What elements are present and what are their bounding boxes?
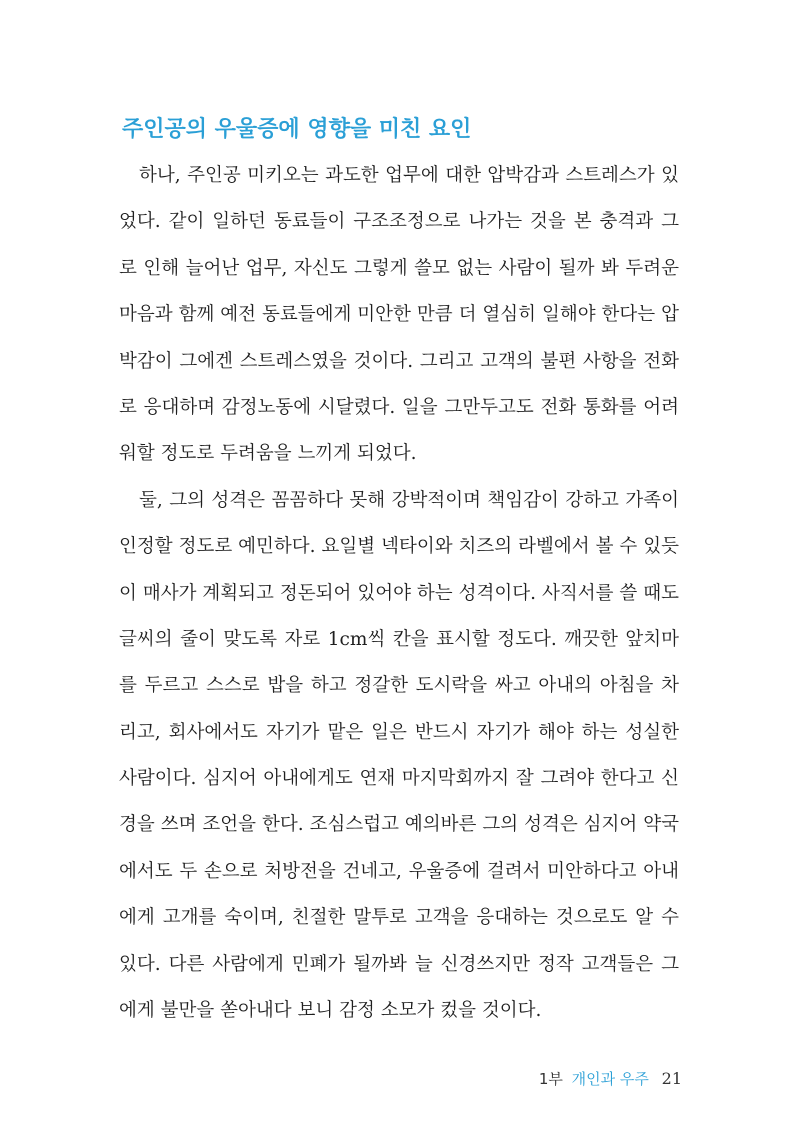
body-line: 둘, 그의 성격은 꼼꼼하다 못해 강박적이며 책임감이 강하고 가족이 [139, 489, 679, 511]
body-line: 에게 불만을 쏟아내다 보니 감정 소모가 컸을 것이다. [119, 1000, 542, 1022]
footer-part-label: 1부 [538, 1070, 563, 1088]
body-line: 워할 정도로 두려움을 느끼게 되었다. [119, 443, 417, 465]
body-line: 있다. 다른 사람에게 민폐가 될까봐 늘 신경쓰지만 정작 고객들은 그 [119, 953, 679, 975]
page-footer [539, 1068, 682, 1089]
body-line: 리고, 회사에서도 자기가 맡은 일은 반드시 자기가 해야 하는 성실한 [119, 721, 679, 743]
body-line: 사람이다. 심지어 아내에게도 연재 마지막회까지 잘 그려야 한다고 신 [119, 768, 679, 790]
page-number: 21 [661, 1069, 682, 1088]
body-line: 에게 고개를 숙이며, 친절한 말투로 고객을 응대하는 것으로도 알 수 [119, 907, 679, 929]
body-line: 하나, 주인공 미키오는 과도한 업무에 대한 압박감과 스트레스가 있 [139, 165, 679, 186]
body-line: 글씨의 줄이 맞도록 자로 1cm씩 칸을 표시할 정도다. 깨끗한 앞치마 [119, 628, 679, 650]
body-line: 를 두르고 스스로 밥을 하고 정갈한 도시락을 싸고 아내의 아침을 차 [119, 675, 679, 697]
footer-chapter-title: 개인과 우주 [571, 1070, 649, 1088]
body-line: 이 매사가 계획되고 정돈되어 있어야 하는 성격이다. 사직서를 쓸 때도 [119, 582, 679, 604]
body-line: 인정할 정도로 예민하다. 요일별 넥타이와 치즈의 라벨에서 볼 수 있듯 [119, 536, 679, 558]
body-line: 에서도 두 손으로 처방전을 건네고, 우울증에 걸려서 미안하다고 아내 [119, 860, 679, 882]
body-line: 박감이 그에겐 스트레스였을 것이다. 그리고 고객의 불편 사항을 전화 [119, 350, 679, 372]
body-line: 로 인해 늘어난 업무, 자신도 그렇게 쓸모 없는 사람이 될까 봐 두려운 [119, 257, 679, 279]
body-line: 로 응대하며 감정노동에 시달렸다. 일을 그만두고도 전화 통화를 어려 [119, 396, 679, 418]
body-line: 경을 쓰며 조언을 한다. 조심스럽고 예의바른 그의 성격은 심지어 약국 [119, 814, 679, 836]
body-text [119, 153, 679, 1034]
section-title: 주인공의 우울증에 영향을 미친 요인 [122, 117, 472, 142]
body-line: 마음과 함께 예전 동료들에게 미안한 만큼 더 열심히 일해야 한다는 압 [119, 304, 679, 326]
body-line: 었다. 같이 일하던 동료들이 구조조정으로 나가는 것을 본 충격과 그 [119, 211, 679, 233]
